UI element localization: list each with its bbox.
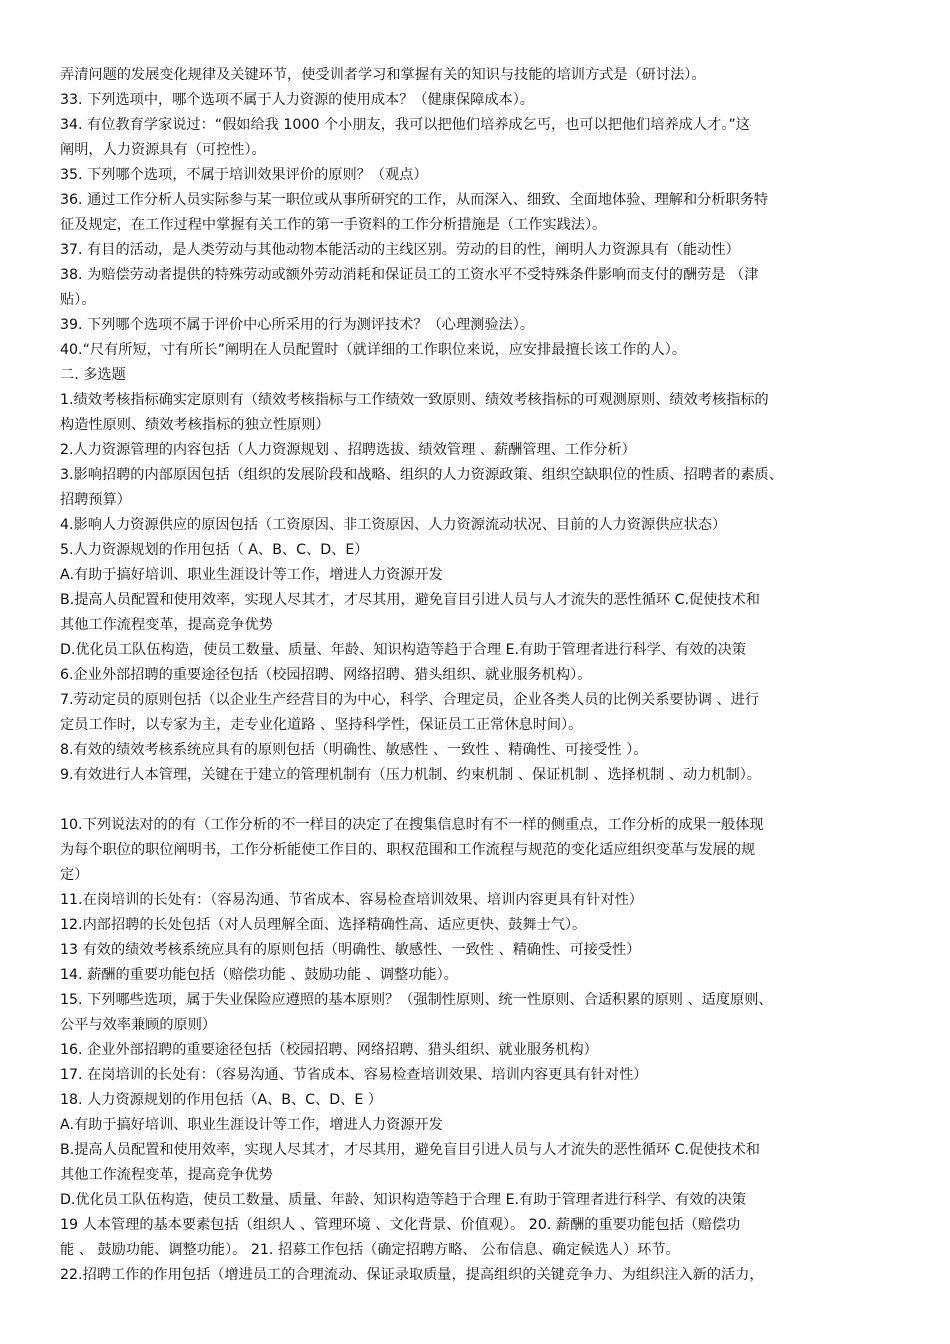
- text-line: 9.有效进行人本管理，关键在于建立的管理机制有（压力机制、约束机制 、保证机制 、选择机制 、动力机制）。: [60, 767, 761, 783]
- text-line: 其他工作流程变革，提高竞争优势: [60, 617, 273, 633]
- text-line: 5.人力资源规划的作用包括（ A、B、C、D、E）: [60, 542, 369, 558]
- text-line: 定员工作时，以专家为主，走专业化道路 、坚持科学性，保证员工正常休息时间）。: [60, 717, 583, 733]
- text-line: A.有助于搞好培训、职业生涯设计等工作，增进人力资源开发: [60, 1117, 443, 1133]
- text-line: 1.绩效考核指标确实定原则有（绩效考核指标与工作绩效一致原则、绩效考核指标的可观测原则、绩效考核指标的: [60, 392, 769, 408]
- text-line: 6.企业外部招聘的重要途径包括（校园招聘、网络招聘、猎头组织、就业服务机构）。: [60, 667, 592, 683]
- text-line: 37. 有目的活动，是人类劳动与其他动物本能活动的主线区别。劳动的目的性，阐明人力资源具有（能动性）: [60, 242, 740, 258]
- text-line: D.优化员工队伍构造，使员工数量、质量、年龄、知识构造等趋于合理 E.有助于管理者进行科学、有效的决策: [60, 1192, 747, 1208]
- text-line: 12.内部招聘的长处包括（对人员理解全面、选择精确性高、适应更快、鼓舞士气）。: [60, 917, 587, 933]
- text-line: 能 、 鼓励功能、调整功能）。 21. 招募工作包括（确定招聘方略、 公布信息、确定候选人）环节。: [60, 1242, 680, 1258]
- text-line: 16. 企业外部招聘的重要途径包括（校园招聘、网络招聘、猎头组织、就业服务机构）: [60, 1042, 598, 1058]
- text-line: 11.在岗培训的长处有：（容易沟通、节省成本、容易检查培训效果、培训内容更具有针对性）: [60, 892, 643, 908]
- text-line: 38. 为赔偿劳动者提供的特殊劳动或额外劳动消耗和保证员工的工资水平不受特殊条件影响而支付的酬劳是 （津: [60, 267, 759, 283]
- text-line: B.提高人员配置和使用效率，实现人尽其才，才尽其用，避免盲目引进人员与人才流失的恶性循环 C.促使技术和: [60, 1142, 760, 1158]
- text-line: 其他工作流程变革，提高竞争优势: [60, 1167, 273, 1183]
- text-line: 二. 多选题: [60, 367, 126, 383]
- text-line: 弄清问题的发展变化规律及关键环节，使受训者学习和掌握有关的知识与技能的培训方式是（研讨法）。: [60, 67, 706, 83]
- text-line: 3.影响招聘的内部原因包括（组织的发展阶段和战略、组织的人力资源政策、组织空缺职位的性质、招聘者的素质、: [60, 467, 783, 483]
- text-line: 4.影响人力资源供应的原因包括（工资原因、非工资原因、人力资源流动状况、目前的人力资源供应状态）: [60, 517, 727, 533]
- text-line: 招聘预算）: [60, 492, 131, 508]
- text-line: 贴）。: [60, 292, 96, 308]
- text-line: 13 有效的绩效考核系统应具有的原则包括（明确性、敏感性、一致性 、精确性、可接受性）: [60, 942, 641, 958]
- document-page: [60, 63, 895, 1288]
- text-line: 17. 在岗培训的长处有：（容易沟通、节省成本、容易检查培训效果、培训内容更具有针对性）: [60, 1067, 648, 1083]
- text-line: 15. 下列哪些选项，属于失业保险应遵照的基本原则？（强制性原则、统一性原则、合适积累的原则 、适度原则、: [60, 992, 773, 1008]
- text-line: 39. 下列哪个选项不属于评价中心所采用的行为测评技术？（心理测验法）。: [60, 317, 534, 333]
- text-line: 35. 下列哪个选项，不属于培训效果评价的原则？（观点）: [60, 167, 428, 183]
- text-line: D.优化员工队伍构造，使员工数量、质量、年龄、知识构造等趋于合理 E.有助于管理者进行科学、有效的决策: [60, 642, 747, 658]
- text-line: 2.人力资源管理的内容包括（人力资源规划 、招聘选拔、绩效管理 、薪酬管理、工作分析）: [60, 442, 636, 458]
- text-line: 7.劳动定员的原则包括（以企业生产经营目的为中心，科学、合理定员，企业各类人员的比例关系要协调 、进行: [60, 692, 760, 708]
- blank-line: [60, 788, 895, 813]
- text-line: 19 人本管理的基本要素包括（组织人 、管理环境 、文化背景、价值观）。 20. 薪酬的重要功能包括（赔偿功: [60, 1217, 741, 1233]
- text-line: 8.有效的绩效考核系统应具有的原则包括（明确性、敏感性 、一致性 、精确性、可接受性 ）。: [60, 742, 648, 758]
- text-line: 10.下列说法对的的有（工作分析的不一样目的决定了在搜集信息时有不一样的侧重点，工作分析的成果一般体现: [60, 817, 764, 833]
- text-line: 构造性原则、绩效考核指标的独立性原则）: [60, 417, 330, 433]
- text-line: 公平与效率兼顾的原则）: [60, 1017, 217, 1033]
- text-line: 22.招聘工作的作用包括（增进员工的合理流动、保证录取质量，提高组织的关键竞争力、为组织注入新的活力，: [60, 1267, 764, 1283]
- text-line: 40.“尺有所短，寸有所长”阐明在人员配置时（就详细的工作职位来说，应安排最擅长该工作的人）。: [60, 342, 687, 358]
- text-line: 34. 有位教育学家说过：“假如给我 1000 个小朋友，我可以把他们培养成乞丐，也可以把他们培养成人才。”这: [60, 117, 750, 133]
- text-line: 定）: [60, 867, 89, 883]
- text-line: A.有助于搞好培训、职业生涯设计等工作，增进人力资源开发: [60, 567, 443, 583]
- text-line: 36. 通过工作分析人员实际参与某一职位或从事所研究的工作，从而深入、细致、全面地体验、理解和分析职务特: [60, 192, 769, 208]
- text-line: 阐明，人力资源具有（可控性）。: [60, 142, 266, 158]
- text-line: 14. 薪酬的重要功能包括（赔偿功能 、鼓励功能 、调整功能）。: [60, 967, 458, 983]
- text-line: 为每个职位的职位阐明书，工作分析能使工作目的、职权范围和工作流程与规范的变化适应组织变革与发展的规: [60, 842, 756, 858]
- text-line: 18. 人力资源规划的作用包括（A、B、C、D、E ）: [60, 1092, 383, 1108]
- text-line: B.提高人员配置和使用效率，实现人尽其才，才尽其用，避免盲目引进人员与人才流失的恶性循环 C.促使技术和: [60, 592, 760, 608]
- text-line: 征及规定，在工作过程中掌握有关工作的第一手资料的工作分析措施是（工作实践法）。: [60, 217, 607, 233]
- text-line: 33. 下列选项中，哪个选项不属于人力资源的使用成本？（健康保障成本）。: [60, 92, 534, 108]
